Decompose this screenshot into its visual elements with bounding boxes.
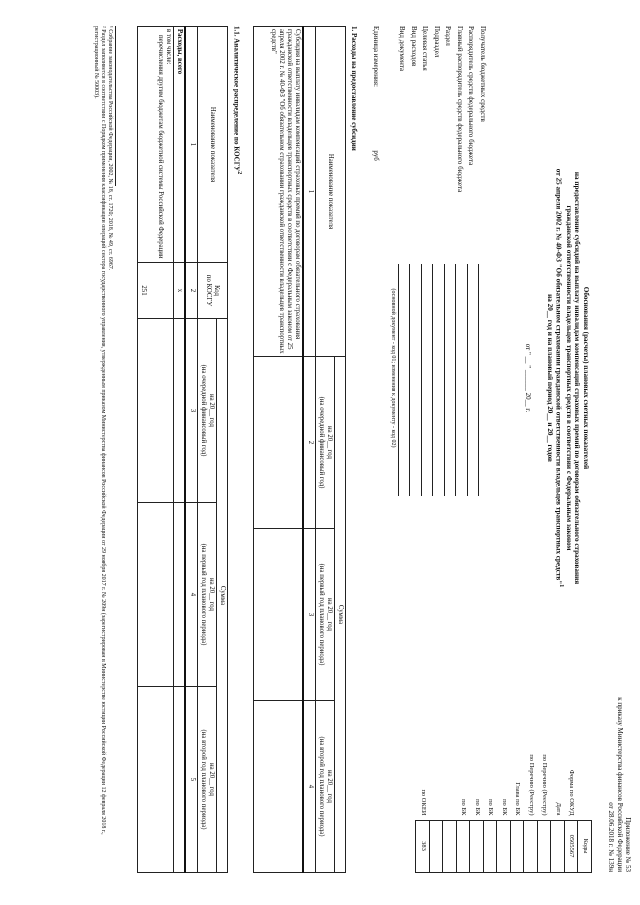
s1-col-2-year: на 20__ год	[325, 426, 333, 459]
s1-col-sum: Сумма	[334, 357, 345, 873]
codes-spacer	[578, 702, 592, 820]
codes-header: Коды	[578, 820, 592, 872]
s11-col-4-desc: (на первый год планового периода)	[199, 543, 207, 646]
s1-col-3-year: на 20__ год	[325, 598, 333, 631]
s11-col-sum: Сумма	[216, 319, 227, 873]
field-label: Распорядитель средств федерального бюджета	[467, 26, 476, 166]
codes-row-value	[484, 820, 498, 872]
field-label: Подраздел	[432, 26, 441, 58]
appendix-date: от 28.06.2018 г. № 139н	[607, 802, 616, 872]
s1-col-3	[315, 529, 334, 701]
date-line: от " __ " ______ 20__ г.	[524, 343, 532, 413]
codes-row	[538, 702, 552, 872]
s11-row-transfers-code: 251	[138, 263, 174, 319]
s1-col-2-desc: (на очередной финансовый год)	[317, 396, 325, 489]
codes-row	[457, 702, 471, 872]
codes-row	[565, 702, 579, 872]
s11-col-code-b: по КОСГУ	[205, 274, 213, 307]
s11-row-transfers	[138, 27, 174, 263]
document-title	[545, 58, 590, 698]
field-label: Раздел	[444, 26, 453, 46]
s11-col-4	[197, 503, 216, 687]
codes-row-label: по ОКЕИ	[419, 789, 427, 816]
codes-row-label	[443, 702, 457, 820]
codes-row	[430, 702, 444, 872]
field-row	[410, 26, 422, 496]
s11-col-3-desc: (на очередной финансовый год)	[199, 364, 207, 457]
codes-row	[551, 702, 565, 872]
codes-row-value	[457, 820, 471, 872]
appendix-order: к приказу Министерства финансов Российской Федерации	[615, 697, 624, 872]
s1-col-name: Наименование показателя	[315, 27, 345, 357]
field-label: Вид расходов	[409, 26, 418, 67]
s11-col-code-a: Код	[213, 285, 221, 296]
codes-row-label: Форма по ОКУД	[568, 769, 576, 816]
title-footnote-mark: 1	[558, 584, 565, 588]
s11-row-total-v2	[174, 503, 186, 687]
s11-row-incl: в том числе:	[165, 29, 173, 65]
field-row	[444, 26, 456, 496]
footnotes	[91, 26, 116, 872]
field-line	[456, 264, 466, 496]
s11-col-3	[197, 319, 216, 503]
codes-row-value	[538, 820, 552, 872]
field-row	[456, 26, 468, 496]
s11-row-transfers-name: перечисления другим бюджетам бюджетной системы Российской Федерации	[157, 35, 165, 259]
s1-row-val-2	[253, 529, 303, 701]
codes-row-label: по Перечню (Реестру)	[541, 754, 549, 816]
codes-row-label: Глава по БК	[514, 782, 522, 816]
title-line-1: Обоснования (расчеты) плановых сметных показателей	[582, 286, 590, 470]
codes-row	[511, 702, 525, 872]
codes-row	[524, 702, 538, 872]
footnote-divider	[115, 26, 116, 186]
s1-col-4-year: на 20__ год	[325, 770, 333, 803]
s11-row-total-code: x	[174, 263, 186, 319]
codes-row	[497, 702, 511, 872]
codes-table	[416, 702, 593, 873]
section11-footnote-mark: 2	[236, 171, 242, 175]
s11-col-5-desc: (на второй год планового периода)	[199, 729, 207, 830]
title-line-5: на 20__ год и на плановый период 20__ и 20__ годов	[546, 294, 555, 462]
s1-col-4-desc: (на второй год планового периода)	[317, 736, 325, 837]
footnote-1: ¹ Собрание законодательства Российской Федерации, 2002, № 18, ст. 1720; 2018, № 49, ст. 6967.	[107, 26, 113, 271]
s1-col-4	[315, 701, 334, 873]
field-line	[421, 264, 431, 496]
s11-num-1: 1	[185, 27, 197, 263]
codes-row-value	[524, 820, 538, 872]
footnote-2: ² Раздел заполняется в соответствии с Порядком применения классификации операций сектора государственного управления, утвержденным приказом Министерства финансов Российской Федерации от 29 ноября 2017 г. № 209н (зарегистрирован в Министерстве юстиции Российской Федерации 12 февраля 2018 г., регистрационный № 50003).	[92, 26, 106, 835]
s1-num-1: 1	[303, 27, 315, 357]
field-line	[467, 264, 477, 496]
codes-row-value	[497, 820, 511, 872]
doc-type-note: (основной документ - код 01; изменения к документу - код 02)	[390, 288, 396, 448]
s1-col-3-desc: (на первый год планового периода)	[317, 563, 325, 666]
codes-row-value: 0505567	[565, 820, 579, 872]
section11-title-text: 1.1. Аналитическое распределение по КОСГУ	[232, 26, 241, 172]
section1-title: 1. Расходы на предоставление субсидии	[350, 26, 358, 151]
section11-table	[137, 26, 228, 873]
field-label: Целевая статья	[421, 26, 430, 71]
field-line	[398, 264, 408, 496]
s11-col-code	[197, 263, 227, 319]
s11-col-3-year: на 20__ год	[207, 394, 215, 427]
s1-col-2	[315, 357, 334, 529]
field-label: Вид документа	[398, 26, 407, 72]
field-line	[410, 264, 420, 496]
field-row	[398, 26, 410, 496]
s11-col-4-year: на 20__ год	[207, 578, 215, 611]
document-page	[44, 18, 636, 878]
codes-row-value	[430, 820, 444, 872]
codes-row-value	[470, 820, 484, 872]
s11-row-transfers-v3	[138, 687, 174, 873]
title-line-3: гражданской ответственности владельцев транспортных средств в соответствии с Федеральным законом	[564, 205, 573, 551]
section11-title	[232, 26, 242, 174]
s11-col-5-year: на 20__ год	[207, 763, 215, 796]
field-line	[479, 264, 489, 496]
codes-row	[443, 702, 457, 872]
s11-num-3: 3	[185, 319, 197, 503]
codes-row	[416, 702, 430, 872]
codes-row-value	[511, 820, 525, 872]
codes-row	[470, 702, 484, 872]
field-label: Получатель бюджетных средств	[478, 26, 487, 122]
s11-num-2: 2	[185, 263, 197, 319]
codes-row-value	[551, 820, 565, 872]
s11-row-transfers-v2	[138, 503, 174, 687]
codes-row-label	[430, 702, 444, 820]
s1-row-val-3	[253, 701, 303, 873]
codes-row-value: 383	[416, 820, 430, 872]
field-label: Главный распорядитель средств федерального бюджета	[455, 26, 464, 193]
section1-table	[253, 26, 346, 873]
unit-value: руб	[372, 150, 380, 161]
s11-row-transfers-v1	[138, 319, 174, 503]
s1-row-val-1	[253, 357, 303, 529]
s1-row-subsidy: Субсидия на выплату инвалидам компенсаций страховых премий по договорам обязательного страхования гражданской ответственности владельцев транспортных средств в соответствии с Федеральным законом от 25 апреля 2002 г. № 40-ФЗ "Об обязательном страховании гражданской ответственности владельцев транспортных средств"	[253, 27, 303, 357]
fields-block	[398, 26, 490, 496]
field-row	[433, 26, 445, 496]
s11-col-name: Наименование показателя	[197, 27, 227, 263]
s11-col-5	[197, 687, 216, 873]
s1-num-2: 2	[303, 357, 315, 529]
field-row	[421, 26, 433, 496]
codes-row-value	[443, 820, 457, 872]
s11-num-5: 5	[185, 687, 197, 873]
unit-label: Единица измерения:	[372, 26, 380, 87]
field-row	[479, 26, 491, 496]
appendix-header	[607, 542, 632, 872]
codes-row	[484, 702, 498, 872]
codes-row-label: Дата	[554, 802, 562, 816]
field-line	[444, 264, 454, 496]
s1-num-4: 4	[303, 701, 315, 873]
s1-num-3: 3	[303, 529, 315, 701]
codes-row-label: по БК	[473, 799, 481, 816]
s11-num-4: 4	[185, 503, 197, 687]
codes-row-label: по Перечню (Реестру)	[527, 754, 535, 816]
codes-row-label: по БК	[460, 799, 468, 816]
title-line-2: на предоставление субсидий на выплату инвалидам компенсаций страховых премий по договорам обязательного страхования	[573, 171, 582, 585]
appendix-number: Приложение № 53	[624, 817, 632, 872]
s11-row-total-v3	[174, 687, 186, 873]
unit-row	[372, 26, 380, 326]
codes-row-label: по БК	[487, 799, 495, 816]
s11-row-total-v1	[174, 319, 186, 503]
title-line-4	[554, 58, 564, 698]
codes-row-label: по БК	[500, 799, 508, 816]
codes-block	[416, 702, 593, 872]
title-line-4-text: от 25 апреля 2002 г. № 40-ФЗ "Об обязательном страховании гражданской ответственности владельцев транспортных средств"	[554, 168, 563, 585]
field-row	[467, 26, 479, 496]
field-line	[433, 264, 443, 496]
s11-row-total: Расходы, всего	[174, 27, 186, 263]
